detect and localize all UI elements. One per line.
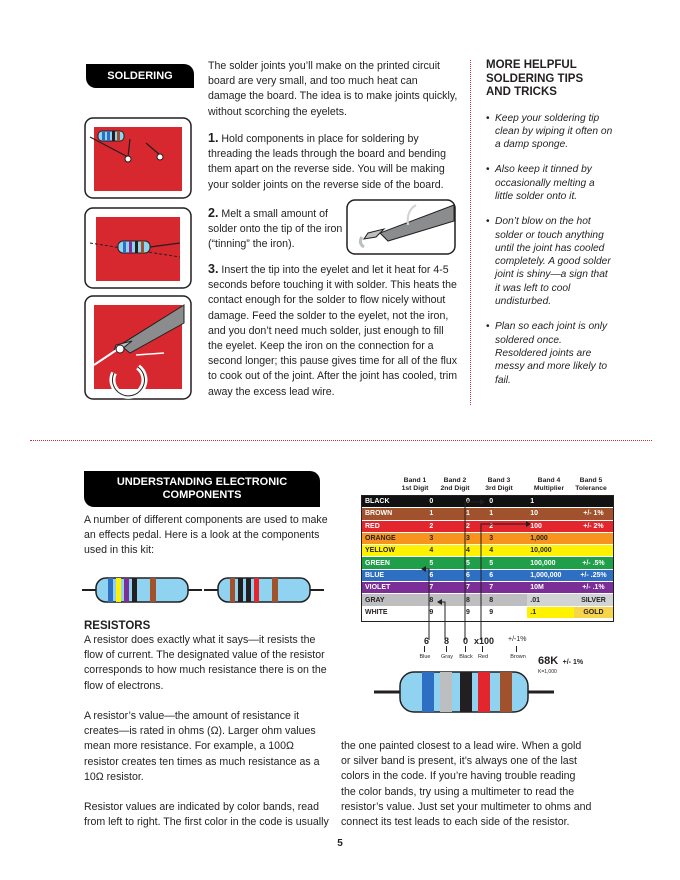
example-multiplier: x100 bbox=[474, 636, 495, 646]
band-1-header: Band 1 1st Digit bbox=[401, 477, 429, 492]
band-2-digit: 6 bbox=[450, 569, 487, 581]
band-1-digit: 9 bbox=[413, 606, 450, 618]
band-3-digit: 6 bbox=[486, 569, 527, 581]
band-3-digit: 4 bbox=[486, 545, 527, 557]
color-name: BLACK bbox=[362, 496, 413, 508]
resistor-illustration-2 bbox=[204, 574, 324, 606]
band-3-digit: 0 bbox=[486, 496, 527, 508]
iron-tinning-illustration bbox=[346, 199, 456, 255]
step-2-text: Melt a small amount of solder onto the tip of the iron (“tinning” the iron). bbox=[208, 208, 343, 251]
band-2-digit: 3 bbox=[450, 532, 487, 544]
pcb-resistor-illustration bbox=[84, 117, 192, 199]
example-resistor bbox=[374, 668, 554, 716]
example-digit-1: 6 bbox=[424, 636, 430, 646]
multiplier-value: .01 bbox=[527, 594, 574, 606]
color-name: WHITE bbox=[362, 606, 413, 618]
band-3-digit: 5 bbox=[486, 557, 527, 569]
resistors-para-3: Resistor values are indicated by color bands, read from left to right. The first color in the code is usually bbox=[84, 801, 329, 829]
tolerance-value: +/- .25% bbox=[574, 569, 613, 581]
color-name: VIOLET bbox=[362, 582, 413, 594]
band-4-header: Band 4 Multiplier bbox=[533, 477, 565, 492]
color-name: BROWN bbox=[362, 508, 413, 520]
band-3-digit: 9 bbox=[486, 606, 527, 618]
band-2-digit: 8 bbox=[450, 594, 487, 606]
multiplier-value: 1,000 bbox=[527, 532, 574, 544]
multiplier-value: 1 bbox=[527, 496, 574, 508]
example-color-5: Brown bbox=[510, 654, 526, 660]
iron-joint-illustration bbox=[84, 295, 192, 400]
soldering-badge bbox=[86, 64, 194, 88]
components-badge: UNDERSTANDING ELECTRONIC COMPONENTS bbox=[84, 471, 320, 507]
color-name: RED bbox=[362, 520, 413, 532]
band-3-digit: 2 bbox=[486, 520, 527, 532]
band-1-digit: 6 bbox=[413, 569, 450, 581]
step-1-number: 1. bbox=[208, 131, 219, 145]
multiplier-value: 10,000 bbox=[527, 545, 574, 557]
band-2-digit: 0 bbox=[450, 496, 487, 508]
band-2-digit: 2 bbox=[450, 520, 487, 532]
band-2-digit: 9 bbox=[450, 606, 487, 618]
tolerance-value: +/- 1% bbox=[574, 508, 613, 520]
page-number: 5 bbox=[337, 838, 343, 849]
example-color-1: Blue bbox=[419, 654, 431, 660]
example-result: 68K +/- 1% K=1,000 bbox=[538, 655, 584, 675]
color-name: BLUE bbox=[362, 569, 413, 581]
color-name: YELLOW bbox=[362, 545, 413, 557]
color-name: GREEN bbox=[362, 557, 413, 569]
band-2-digit: 7 bbox=[450, 582, 487, 594]
pcb-back-illustration bbox=[84, 207, 192, 289]
example-color-2: Gray bbox=[441, 654, 453, 660]
tips-panel bbox=[486, 59, 614, 399]
soldering-step-2 bbox=[208, 206, 346, 253]
band-1-digit: 8 bbox=[413, 594, 450, 606]
tip-item: • Don’t blow on the hot solder or touch anything until the joint has cooled completely. A good solder joint is shiny—a sign that it was left to cool undisturbed. bbox=[486, 216, 611, 308]
tip-item: • Plan so each joint is only soldered once. Resoldered joints are messy and more likely to fail. bbox=[486, 321, 608, 386]
multiplier-value: 100 bbox=[527, 520, 574, 532]
example-color-3: Black bbox=[459, 654, 473, 660]
band-1-digit: 4 bbox=[413, 545, 450, 557]
example-tolerance: +/-1% bbox=[508, 636, 527, 643]
resistors-para-2: A resistor’s value—the amount of resistance it creates—is rated in ohms (Ω). Larger ohm values mean more resistance. For example, a 100Ω resistor creates ten times as much resistance as a 10Ω resistor. bbox=[84, 710, 320, 783]
band-2-digit: 1 bbox=[450, 508, 487, 520]
table-reading-arrows bbox=[361, 495, 612, 640]
soldering-intro: The solder joints you’ll make on the printed circuit board are very small, and too much heat can damage the board. The idea is to make joints quickly, without scorching the eyelets. bbox=[208, 60, 458, 118]
band-5-header: Band 5 Tolerance bbox=[575, 477, 607, 492]
multiplier-value: 10 bbox=[527, 508, 574, 520]
band-2-header: Band 2 2nd Digit bbox=[440, 477, 470, 492]
band-1-digit: 1 bbox=[413, 508, 450, 520]
tolerance-value: +/- .1% bbox=[574, 582, 613, 594]
resistors-para-4: the one painted closest to a lead wire. When a gold or silver band is present, it’s always one of the last colors in the code. If you’re having trouble reading the color bands, try using a multimeter to read the resistor’s value. Just set your multimeter to ohms and connect its test leads to each side of the resistor. bbox=[341, 740, 592, 829]
tips-separator bbox=[470, 60, 471, 405]
band-2-digit: 4 bbox=[450, 545, 487, 557]
tolerance-value: +/- 2% bbox=[574, 520, 613, 532]
soldering-step-3 bbox=[208, 262, 460, 400]
band-2-digit: 5 bbox=[450, 557, 487, 569]
tolerance-value: SILVER bbox=[574, 594, 613, 606]
tip-item: • Keep your soldering tip clean by wiping it often on a damp sponge. bbox=[486, 112, 613, 151]
color-name: ORANGE bbox=[362, 532, 413, 544]
resistor-illustration-1 bbox=[82, 574, 202, 606]
tip-item: • Also keep it tinned by occasionally melting a little solder onto it. bbox=[486, 164, 595, 202]
band-1-digit: 5 bbox=[413, 557, 450, 569]
components-intro: A number of different components are used to make an effects pedal. Here is a look at the components used in this kit: bbox=[84, 514, 328, 557]
tips-title: MORE HELPFUL SOLDERING TIPS AND TRICKS bbox=[486, 59, 584, 98]
soldering-step-1 bbox=[208, 131, 460, 193]
multiplier-value: .1 bbox=[527, 606, 574, 618]
band-3-digit: 7 bbox=[486, 582, 527, 594]
soldering-badge-label: SOLDERING bbox=[107, 69, 173, 82]
band-1-digit: 7 bbox=[413, 582, 450, 594]
band-3-digit: 3 bbox=[486, 532, 527, 544]
band-3-header: Band 3 3rd Digit bbox=[485, 477, 513, 492]
tolerance-value: +/- .5% bbox=[574, 557, 613, 569]
band-1-digit: 0 bbox=[413, 496, 450, 508]
step-3-number: 3. bbox=[208, 262, 219, 276]
example-digit-3: 0 bbox=[463, 636, 469, 646]
band-1-digit: 3 bbox=[413, 532, 450, 544]
resistors-para-1: A resistor does exactly what it says—it resists the flow of current. The designated value of the resistor corresponds to how much resistance there is on the flow of electrons. bbox=[84, 634, 327, 692]
step-1-text: Hold components in place for soldering by threading the leads through the board and bending them apart on the reverse side. You will be making your solder joints on the reverse side of the board. bbox=[208, 133, 446, 191]
band-3-digit: 1 bbox=[486, 508, 527, 520]
tolerance-value: GOLD bbox=[574, 606, 613, 618]
step-3-text: Insert the tip into the eyelet and let it heat for 4-5 seconds before touching it with solder. This heats the contact enough for the solder to flow nicely without damage. Feed the solder to the eyelet, not the iron, and you don’t need much solder, just enough to fill the eyelet. Keep the iron on the connection for a second longer; this pause gives time for all of the flux to cook out of the joint. After the joint has cooled, trim away the excess lead wire. bbox=[208, 264, 458, 398]
step-2-number: 2. bbox=[208, 206, 219, 220]
multiplier-value: 10M bbox=[527, 582, 574, 594]
resistors-title: RESISTORS bbox=[84, 620, 151, 632]
multiplier-value: 100,000 bbox=[527, 557, 574, 569]
section-separator bbox=[30, 440, 652, 441]
band-3-digit: 8 bbox=[486, 594, 527, 606]
color-name: GRAY bbox=[362, 594, 413, 606]
band-1-digit: 2 bbox=[413, 520, 450, 532]
example-digit-2: 8 bbox=[444, 636, 450, 646]
example-color-4: Red bbox=[477, 654, 489, 660]
multiplier-value: 1,000,000 bbox=[527, 569, 574, 581]
